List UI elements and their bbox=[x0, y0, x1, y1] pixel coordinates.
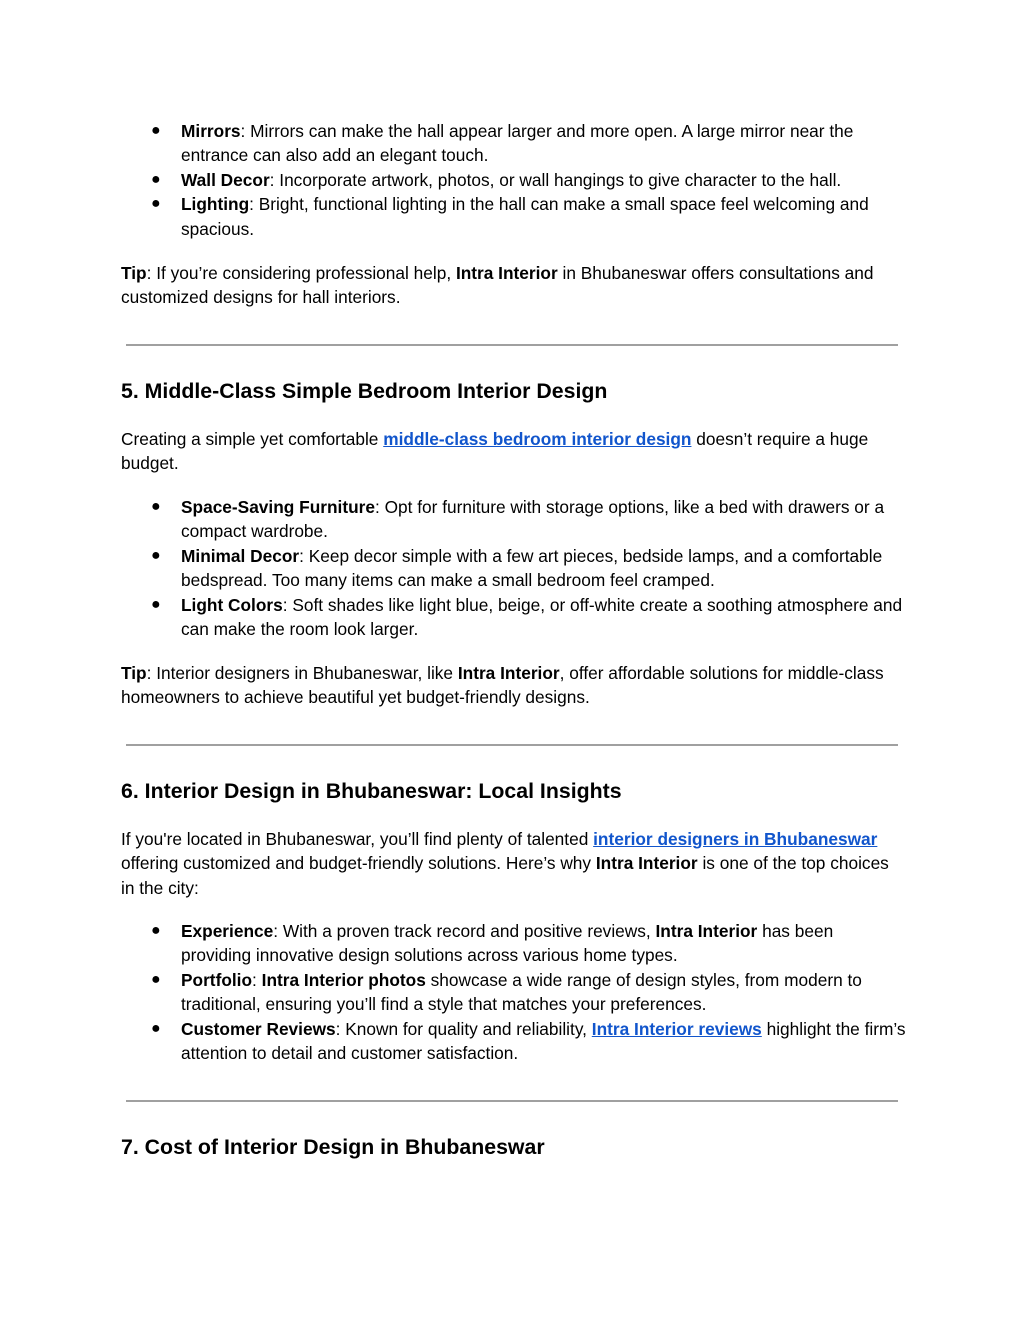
bullet-icon: ● bbox=[151, 122, 161, 139]
item-text: : Mirrors can make the hall appear larger and more open. A large mirror near the entrance can also add an elegant touch. bbox=[181, 121, 854, 166]
list-item bbox=[121, 593, 906, 642]
section-divider bbox=[126, 344, 898, 346]
intro-text: doesn’t require a huge budget. bbox=[121, 429, 869, 474]
list-item bbox=[121, 192, 906, 241]
why-intra-list bbox=[121, 919, 906, 1065]
item-text: : bbox=[252, 969, 262, 990]
item-text: : Opt for furniture with storage options, like a bed with drawers or a compact wardrobe. bbox=[181, 497, 885, 542]
list-item bbox=[121, 168, 906, 192]
brand-name: Intra Interior bbox=[595, 853, 698, 874]
item-text: has been providing innovative design solutions across various home types. bbox=[181, 921, 834, 966]
reviews-link[interactable]: Intra Interior reviews bbox=[591, 1018, 762, 1039]
hall-features-list bbox=[121, 119, 906, 241]
intro-text: If you're located in Bhubaneswar, you’ll find plenty of talented bbox=[121, 829, 594, 849]
bullet-icon: ● bbox=[151, 970, 161, 988]
bedroom-tips-list bbox=[121, 495, 906, 641]
section-heading: 5. Middle-Class Simple Bedroom Interior Design bbox=[121, 379, 608, 403]
tip-label: Tip bbox=[121, 263, 147, 283]
item-text: : Soft shades like light blue, beige, or off-white create a soothing atmosphere and can make the room look larger. bbox=[181, 594, 903, 640]
tip-text: , offer affordable solutions for middle-class homeowners to achieve beautiful yet budget-friendly designs. bbox=[121, 663, 884, 708]
bullet-icon: ● bbox=[151, 1019, 161, 1037]
item-text: : Bright, functional lighting in the hall can make a small space feel welcoming and spacious. bbox=[181, 194, 869, 239]
item-text: : With a proven track record and positive reviews, bbox=[273, 921, 656, 941]
list-item bbox=[121, 919, 906, 968]
section-heading: 7. Cost of Interior Design in Bhubaneswar bbox=[121, 1135, 545, 1159]
bullet-icon: ● bbox=[151, 546, 161, 564]
section-intro bbox=[121, 827, 906, 900]
list-item bbox=[121, 968, 906, 1017]
tip-text: in Bhubaneswar offers consultations and customized designs for hall interiors. bbox=[121, 263, 874, 308]
list-item bbox=[121, 544, 906, 593]
list-item bbox=[121, 495, 906, 544]
brand-name: Intra Interior bbox=[655, 921, 758, 941]
tip-label: Tip bbox=[121, 663, 147, 683]
bullet-icon: ● bbox=[151, 170, 161, 188]
item-text: : Known for quality and reliability, bbox=[335, 1018, 592, 1039]
item-term: Lighting bbox=[181, 194, 250, 215]
section-divider bbox=[126, 1100, 898, 1102]
tip-paragraph bbox=[121, 661, 906, 710]
item-text: : Incorporate artwork, photos, or wall hangings to give character to the hall. bbox=[269, 169, 842, 190]
item-term: Light Colors bbox=[181, 594, 283, 615]
bedroom-design-link[interactable]: middle-class bedroom interior design bbox=[383, 429, 692, 449]
brand-name: Intra Interior photos bbox=[261, 969, 426, 990]
item-text: highlight the firm’s attention to detail and customer satisfaction. bbox=[181, 1018, 906, 1064]
section-intro bbox=[121, 427, 906, 476]
item-term: Portfolio bbox=[181, 969, 253, 990]
list-item bbox=[121, 1017, 906, 1066]
intro-text: offering customized and budget-friendly solutions. Here’s why bbox=[121, 853, 596, 874]
item-term: Wall Decor bbox=[181, 169, 270, 190]
list-item bbox=[121, 119, 906, 168]
item-term: Minimal Decor bbox=[181, 545, 300, 566]
item-text: showcase a wide range of design styles, from modern to traditional, ensuring you’ll find a style that matches your preferences. bbox=[181, 969, 862, 1015]
tip-text: : If you’re considering professional help, bbox=[146, 263, 456, 283]
item-term: Mirrors bbox=[181, 121, 241, 141]
bullet-icon: ● bbox=[151, 498, 161, 515]
section-divider bbox=[126, 744, 898, 746]
item-term: Experience bbox=[181, 921, 274, 941]
bullet-icon: ● bbox=[151, 595, 161, 613]
brand-name: Intra Interior bbox=[457, 663, 560, 683]
tip-text: : Interior designers in Bhubaneswar, like bbox=[146, 663, 458, 683]
bullet-icon: ● bbox=[151, 195, 161, 213]
item-term: Space-Saving Furniture bbox=[181, 497, 375, 517]
bullet-icon: ● bbox=[151, 922, 161, 939]
brand-name: Intra Interior bbox=[455, 263, 558, 283]
intro-text: Creating a simple yet comfortable bbox=[121, 429, 384, 449]
item-text: : Keep decor simple with a few art pieces, bedside lamps, and a comfortable bedspread. Too many items can make a small bedroom feel cramped. bbox=[181, 545, 883, 591]
tip-paragraph bbox=[121, 261, 906, 310]
intro-text: is one of the top choices in the city: bbox=[121, 853, 889, 898]
item-term: Customer Reviews bbox=[181, 1018, 336, 1039]
interior-designers-link[interactable]: interior designers in Bhubaneswar bbox=[593, 829, 878, 849]
section-heading: 6. Interior Design in Bhubaneswar: Local Insights bbox=[121, 779, 622, 803]
